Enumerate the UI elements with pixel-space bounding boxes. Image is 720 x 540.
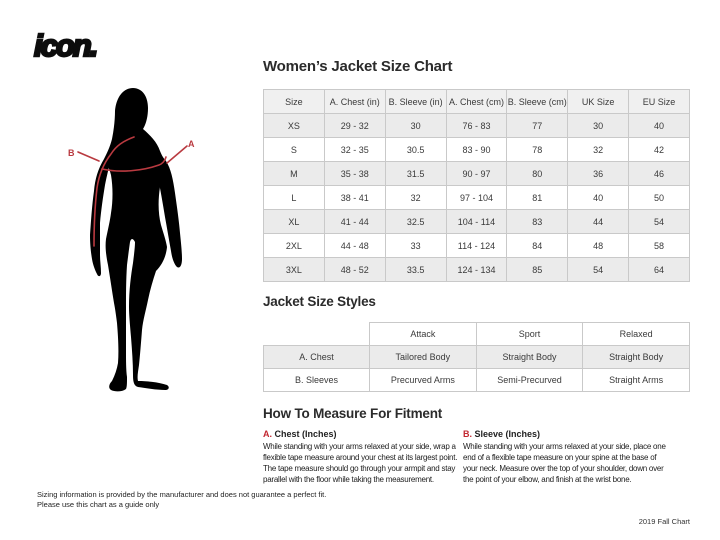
- label-b-pointer-line: [78, 152, 99, 161]
- table-cell: 3XL: [264, 258, 325, 282]
- table-cell: 31.5: [385, 162, 446, 186]
- table-cell: 42: [629, 138, 690, 162]
- measurement-diagram: [30, 75, 260, 410]
- table-cell: L: [264, 186, 325, 210]
- table-cell: 81: [507, 186, 568, 210]
- table-cell: Semi-Precurved: [476, 369, 583, 392]
- measure-chest-heading: [263, 429, 460, 439]
- body-silhouette-graphic: [30, 75, 260, 405]
- measure-sleeve-heading: [463, 429, 669, 439]
- table-cell: 97 - 104: [446, 186, 507, 210]
- column-header: B. Sleeve (cm): [507, 90, 568, 114]
- table-cell: 30: [385, 114, 446, 138]
- table-cell: 104 - 114: [446, 210, 507, 234]
- table-cell: 32.5: [385, 210, 446, 234]
- table-cell: 32: [385, 186, 446, 210]
- size-chart-table-head: [264, 90, 690, 114]
- table-cell: Straight Body: [476, 346, 583, 369]
- column-header: UK Size: [568, 90, 629, 114]
- table-cell: 44 - 48: [324, 234, 385, 258]
- table-cell: Straight Arms: [583, 369, 690, 392]
- column-header: EU Size: [629, 90, 690, 114]
- size-chart-table: [263, 89, 690, 282]
- table-cell: 46: [629, 162, 690, 186]
- measure-sleeve-body: While standing with your arms relaxed at your side, place one end of a flexible tape measure on your spine at the base of your neck. Measure over the top of your shoulder, down over the point of your elbow, and finish at the wrist bone.: [463, 442, 666, 484]
- sizing-disclaimer: [37, 490, 326, 510]
- table-cell: 114 - 124: [446, 234, 507, 258]
- measure-chest-heading-text: Chest (Inches): [272, 429, 337, 439]
- table-cell: 90 - 97: [446, 162, 507, 186]
- header-row: [264, 323, 690, 346]
- measure-chest-body: While standing with your arms relaxed at your side, wrap a flexible tape measure around your chest at its largest point. The tape measure should go through your armpit and stay parallel with the floor while taking the measurement.: [263, 442, 458, 484]
- sleeve-label-b: B: [68, 148, 75, 158]
- table-row: [264, 114, 690, 138]
- table-cell: 32: [568, 138, 629, 162]
- table-cell: 83: [507, 210, 568, 234]
- table-cell: M: [264, 162, 325, 186]
- measure-section-title: How To Measure For Fitment: [263, 406, 443, 421]
- table-cell: 64: [629, 258, 690, 282]
- column-header: [264, 323, 370, 346]
- measure-chest-prefix: A.: [263, 429, 272, 439]
- table-cell: 30: [568, 114, 629, 138]
- chart-version-label: 2019 Fall Chart: [638, 517, 690, 526]
- chest-label-a: A: [188, 139, 195, 149]
- column-header: Sport: [476, 323, 583, 346]
- column-header: Size: [264, 90, 325, 114]
- table-cell: 30.5: [385, 138, 446, 162]
- measure-instructions-chest: [263, 429, 460, 485]
- jacket-styles-table: [263, 322, 690, 392]
- column-header: Relaxed: [583, 323, 690, 346]
- table-cell: 29 - 32: [324, 114, 385, 138]
- body-silhouette: [104, 88, 169, 391]
- table-cell: 36: [568, 162, 629, 186]
- styles-table-title: Jacket Size Styles: [263, 294, 376, 309]
- column-header: B. Sleeve (in): [385, 90, 446, 114]
- size-chart-title: Women’s Jacket Size Chart: [263, 58, 453, 75]
- disclaimer-line-2: Please use this chart as a guide only: [37, 500, 160, 509]
- column-header: A. Chest (cm): [446, 90, 507, 114]
- disclaimer-line-1: Sizing information is provided by the manufacturer and does not guarantee a perfect fit.: [37, 490, 327, 499]
- table-row: [264, 162, 690, 186]
- table-row: [264, 369, 690, 392]
- table-cell: XS: [264, 114, 325, 138]
- label-a-pointer-line: [167, 146, 187, 163]
- measure-sleeve-prefix: B.: [463, 429, 472, 439]
- icon-logo: [30, 22, 200, 73]
- table-cell: 124 - 134: [446, 258, 507, 282]
- table-row: [264, 138, 690, 162]
- table-cell: 76 - 83: [446, 114, 507, 138]
- table-cell: 48 - 52: [324, 258, 385, 282]
- table-cell: B. Sleeves: [264, 369, 370, 392]
- table-cell: 84: [507, 234, 568, 258]
- table-cell: 78: [507, 138, 568, 162]
- table-cell: 41 - 44: [324, 210, 385, 234]
- table-row: [264, 210, 690, 234]
- measure-sleeve-heading-text: Sleeve (Inches): [472, 429, 541, 439]
- table-cell: 40: [568, 186, 629, 210]
- table-cell: 80: [507, 162, 568, 186]
- table-cell: A. Chest: [264, 346, 370, 369]
- table-cell: 33: [385, 234, 446, 258]
- column-header: A. Chest (in): [324, 90, 385, 114]
- column-header: Attack: [370, 323, 477, 346]
- table-cell: Tailored Body: [370, 346, 477, 369]
- table-cell: 35 - 38: [324, 162, 385, 186]
- table-cell: 33.5: [385, 258, 446, 282]
- table-cell: Precurved Arms: [370, 369, 477, 392]
- table-row: [264, 258, 690, 282]
- icon-logo-text: icon.: [34, 28, 97, 63]
- table-cell: 50: [629, 186, 690, 210]
- table-cell: 2XL: [264, 234, 325, 258]
- table-row: [264, 346, 690, 369]
- table-cell: 44: [568, 210, 629, 234]
- table-cell: 54: [629, 210, 690, 234]
- table-cell: Straight Body: [583, 346, 690, 369]
- jacket-styles-table-head: [264, 323, 690, 346]
- measure-instructions-sleeve: [463, 429, 669, 485]
- table-cell: 48: [568, 234, 629, 258]
- table-cell: 58: [629, 234, 690, 258]
- table-cell: 54: [568, 258, 629, 282]
- table-row: [264, 186, 690, 210]
- table-cell: 38 - 41: [324, 186, 385, 210]
- table-row: [264, 234, 690, 258]
- table-cell: XL: [264, 210, 325, 234]
- table-cell: 85: [507, 258, 568, 282]
- table-cell: 40: [629, 114, 690, 138]
- header-row: [264, 90, 690, 114]
- icon-logo-graphic: [30, 22, 200, 68]
- jacket-styles-table-body: [264, 346, 690, 392]
- table-cell: 32 - 35: [324, 138, 385, 162]
- table-cell: 77: [507, 114, 568, 138]
- table-cell: 83 - 90: [446, 138, 507, 162]
- size-chart-table-body: [264, 114, 690, 282]
- table-cell: S: [264, 138, 325, 162]
